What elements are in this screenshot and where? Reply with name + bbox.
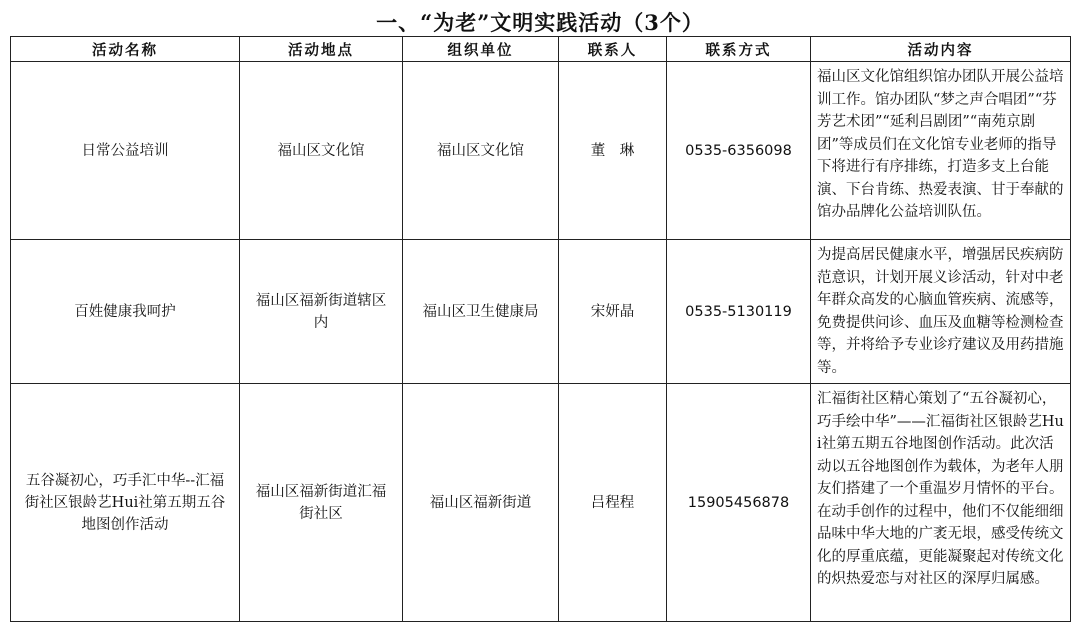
activity-organizer: 福山区福新街道 (403, 384, 559, 622)
activity-contact-phone: 0535-5130119 (667, 240, 811, 384)
header-contact-person: 联系人 (559, 37, 667, 62)
activity-contact-phone: 15905456878 (667, 384, 811, 622)
activity-name: 日常公益培训 (11, 62, 240, 240)
activity-content: 汇福街社区精心策划了“五谷凝初心，巧手绘中华”——汇福街社区银龄艺Hui社第五期五谷地图创作活动。此次活动以五谷地图创作为载体，为老年人朋友们搭建了一个重温岁月情怀的平台。在动手创作的过程中，他们不仅能细细品味中华大地的广袤无垠，感受传统文化的厚重底蕴，更能凝聚起对传统文化的炽热爱恋与对社区的深厚归属感。 (811, 384, 1071, 622)
header-activity-content: 活动内容 (811, 37, 1071, 62)
header-organizer: 组织单位 (403, 37, 559, 62)
activity-organizer: 福山区文化馆 (403, 62, 559, 240)
activity-content: 为提高居民健康水平，增强居民疾病防范意识，计划开展义诊活动，针对中老年群众高发的心脑血管疾病、流感等，免费提供问诊、血压及血糖等检测检查等，并将给予专业诊疗建议及用药措施等。 (811, 240, 1071, 384)
activity-location: 福山区福新街道辖区内 (240, 240, 403, 384)
table-row (11, 240, 1071, 384)
activity-content: 福山区文化馆组织馆办团队开展公益培训工作。馆办团队“梦之声合唱团”“芬芳艺术团”“延利吕剧团”“南苑京剧团”等成员们在文化馆专业老师的指导下将进行有序排练，打造多支上台能演、下台肯练、热爱表演、甘于奉献的馆办品牌化公益培训队伍。 (811, 62, 1071, 240)
activity-name: 百姓健康我呵护 (11, 240, 240, 384)
activity-contact-person: 宋妍晶 (559, 240, 667, 384)
table-row (11, 384, 1071, 622)
activity-location: 福山区福新街道汇福街社区 (240, 384, 403, 622)
activity-contact-person: 董 琳 (559, 62, 667, 240)
activity-organizer: 福山区卫生健康局 (403, 240, 559, 384)
header-activity-name: 活动名称 (11, 37, 240, 62)
activity-contact-phone: 0535-6356098 (667, 62, 811, 240)
table-header-row (11, 37, 1071, 62)
activity-location: 福山区文化馆 (240, 62, 403, 240)
activity-name: 五谷凝初心，巧手汇中华--汇福街社区银龄艺Hui社第五期五谷地图创作活动 (11, 384, 240, 622)
table-row (11, 62, 1071, 240)
page-title: 一、“为老”文明实践活动（3个） (376, 10, 704, 35)
activity-contact-person: 吕程程 (559, 384, 667, 622)
header-contact-phone: 联系方式 (667, 37, 811, 62)
header-location: 活动地点 (240, 37, 403, 62)
activities-table (10, 36, 1071, 622)
